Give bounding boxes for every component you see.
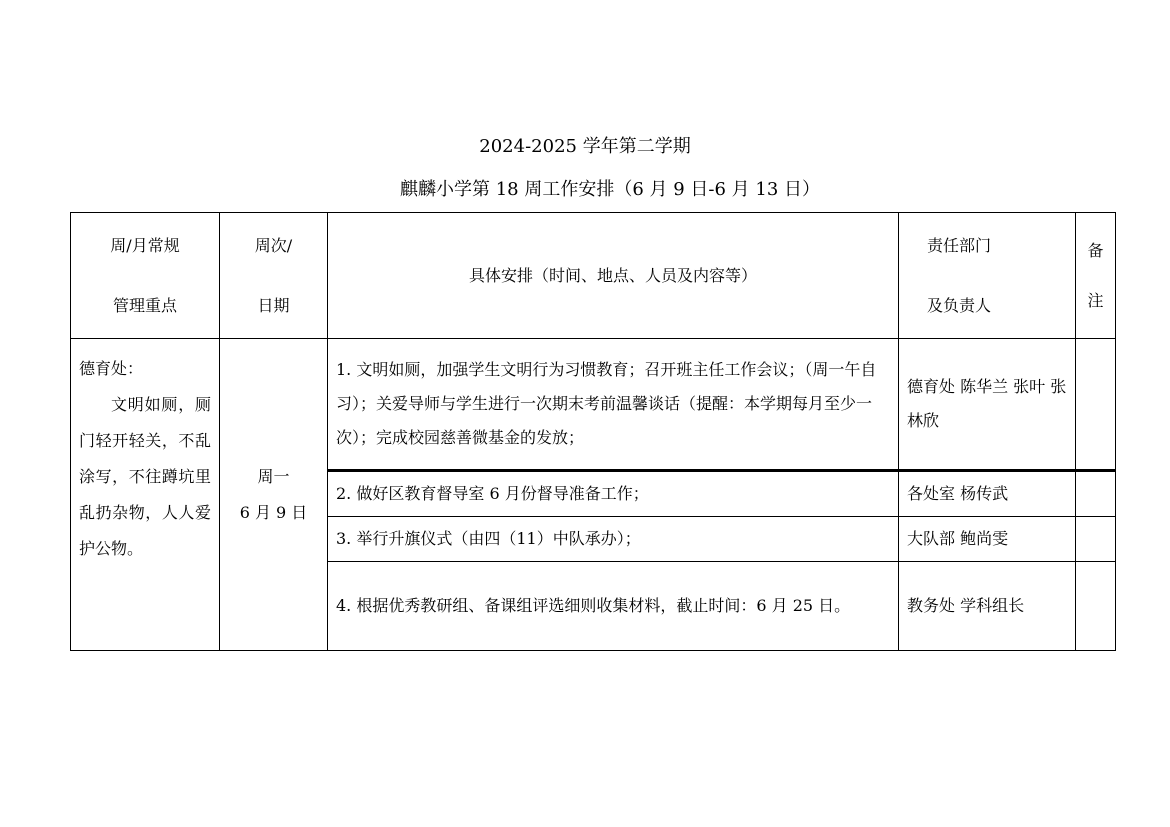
document-title-schedule: 麒麟小学第 18 周工作安排（6 月 9 日-6 月 13 日）	[399, 179, 821, 200]
week-cell	[220, 339, 328, 651]
header-focus-line2: 管理重点	[112, 295, 177, 315]
header-dept-line2: 及负责人	[927, 295, 992, 315]
header-week-line2: 日期	[257, 295, 290, 315]
task-dept: 教务处 学科组长	[899, 562, 1076, 651]
task-note	[1076, 562, 1116, 651]
task-dept: 各处室 杨传武	[899, 471, 1076, 517]
schedule-table	[70, 212, 1116, 651]
header-row	[71, 213, 1116, 339]
task-note	[1076, 339, 1116, 471]
focus-body: 文明如厕，厕门轻开轻关，不乱涂写，不往蹲坑里乱扔杂物，人人爱护公物。	[79, 395, 211, 558]
task-dept: 大队部 鲍尚雯	[899, 517, 1076, 562]
document-title-term: 2024-2025 学年第二学期	[479, 136, 691, 157]
header-note-line1: 备	[1087, 240, 1104, 260]
task-dept: 德育处 陈华兰 张叶 张林欣	[899, 339, 1076, 471]
task-content: 1. 文明如厕，加强学生文明行为习惯教育；召开班主任工作会议；（周一午自习）；关爱导师与学生进行一次期末考前温馨谈话（提醒：本学期每月至少一次）；完成校园慈善微基金的发放；	[328, 339, 899, 471]
focus-heading: 德育处：	[79, 359, 144, 378]
header-dept-line1: 责任部门	[927, 235, 992, 255]
week-day: 周一	[257, 466, 290, 486]
header-note-line2: 注	[1087, 290, 1104, 310]
task-note	[1076, 471, 1116, 517]
week-date: 6 月 9 日	[239, 502, 308, 522]
header-dept	[899, 213, 1076, 339]
header-week-line1: 周次/	[254, 235, 293, 255]
task-content: 3. 举行升旗仪式（由四（11）中队承办）；	[328, 517, 899, 562]
header-note	[1076, 213, 1116, 339]
header-focus-line1: 周/月常规	[110, 235, 180, 255]
focus-cell	[71, 339, 220, 651]
task-note	[1076, 517, 1116, 562]
header-focus	[71, 213, 220, 339]
header-week	[220, 213, 328, 339]
table-row	[71, 339, 1116, 471]
task-content: 4. 根据优秀教研组、备课组评选细则收集材料，截止时间：6 月 25 日。	[328, 562, 899, 651]
header-content: 具体安排（时间、地点、人员及内容等）	[328, 213, 899, 339]
task-content: 2. 做好区教育督导室 6 月份督导准备工作；	[328, 471, 899, 517]
